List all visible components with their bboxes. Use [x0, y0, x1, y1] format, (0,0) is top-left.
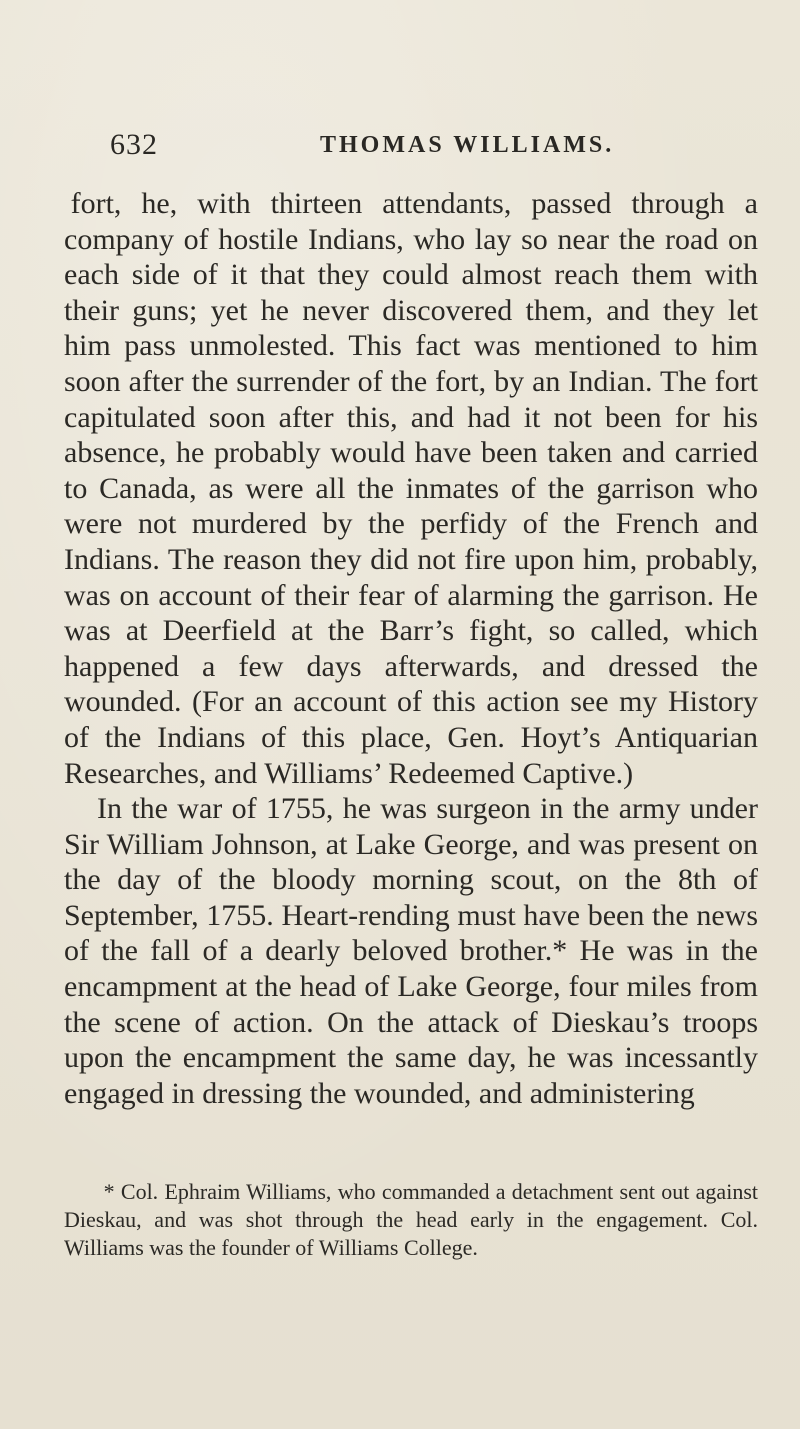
paragraph-1: fort, he, with thirteen attendants, passed through a company of hostile Indians, who lay so near the road on each side of it that they could almost reach them with their guns; yet he never discovered them, and they let him pass unmolested. This fact was mentioned to him soon after the surrender of the fort, by an Indian. The fort capitulated soon after this, and had it not been for his absence, he probably would have been taken and carried to Canada, as were all the inmates of the garrison who were not murdered by the perfidy of the French and Indians. The reason they did not fire upon him, probably, was on account of their fear of alarming the garrison. He was at Deerfield at the Barr’s fight, so called, which happened a few days afterwards, and dressed the wounded. (For an account of this action see my History of the Indians of this place, Gen. Hoyt’s Antiquarian Researches, and Williams’ Redeemed Captive.)	[64, 187, 758, 790]
page-number: 632	[110, 128, 158, 161]
paragraph-2: In the war of 1755, he was surgeon in the army under Sir William Johnson, at Lake George, and was present on the day of the bloody morning scout, on the 8th of September, 1755. Heart-rending must have been the news of the fall of a dearly beloved brother.* He was in the encampment at the head of Lake George, four miles from the scene of action. On the attack of Dieskau’s troops upon the encampment the same day, he was incessantly engaged in dressing the wounded, and administering	[64, 792, 758, 1110]
body-text	[64, 186, 758, 1111]
footnote-text: * Col. Ephraim Williams, who commanded a detachment sent out against Dieskau, and was shot through the head early in the engagement. Col. Williams was the founder of Williams College.	[64, 1179, 758, 1260]
footnote	[64, 1178, 758, 1262]
running-head	[110, 128, 760, 164]
running-title: THOMAS WILLIAMS.	[320, 132, 615, 158]
